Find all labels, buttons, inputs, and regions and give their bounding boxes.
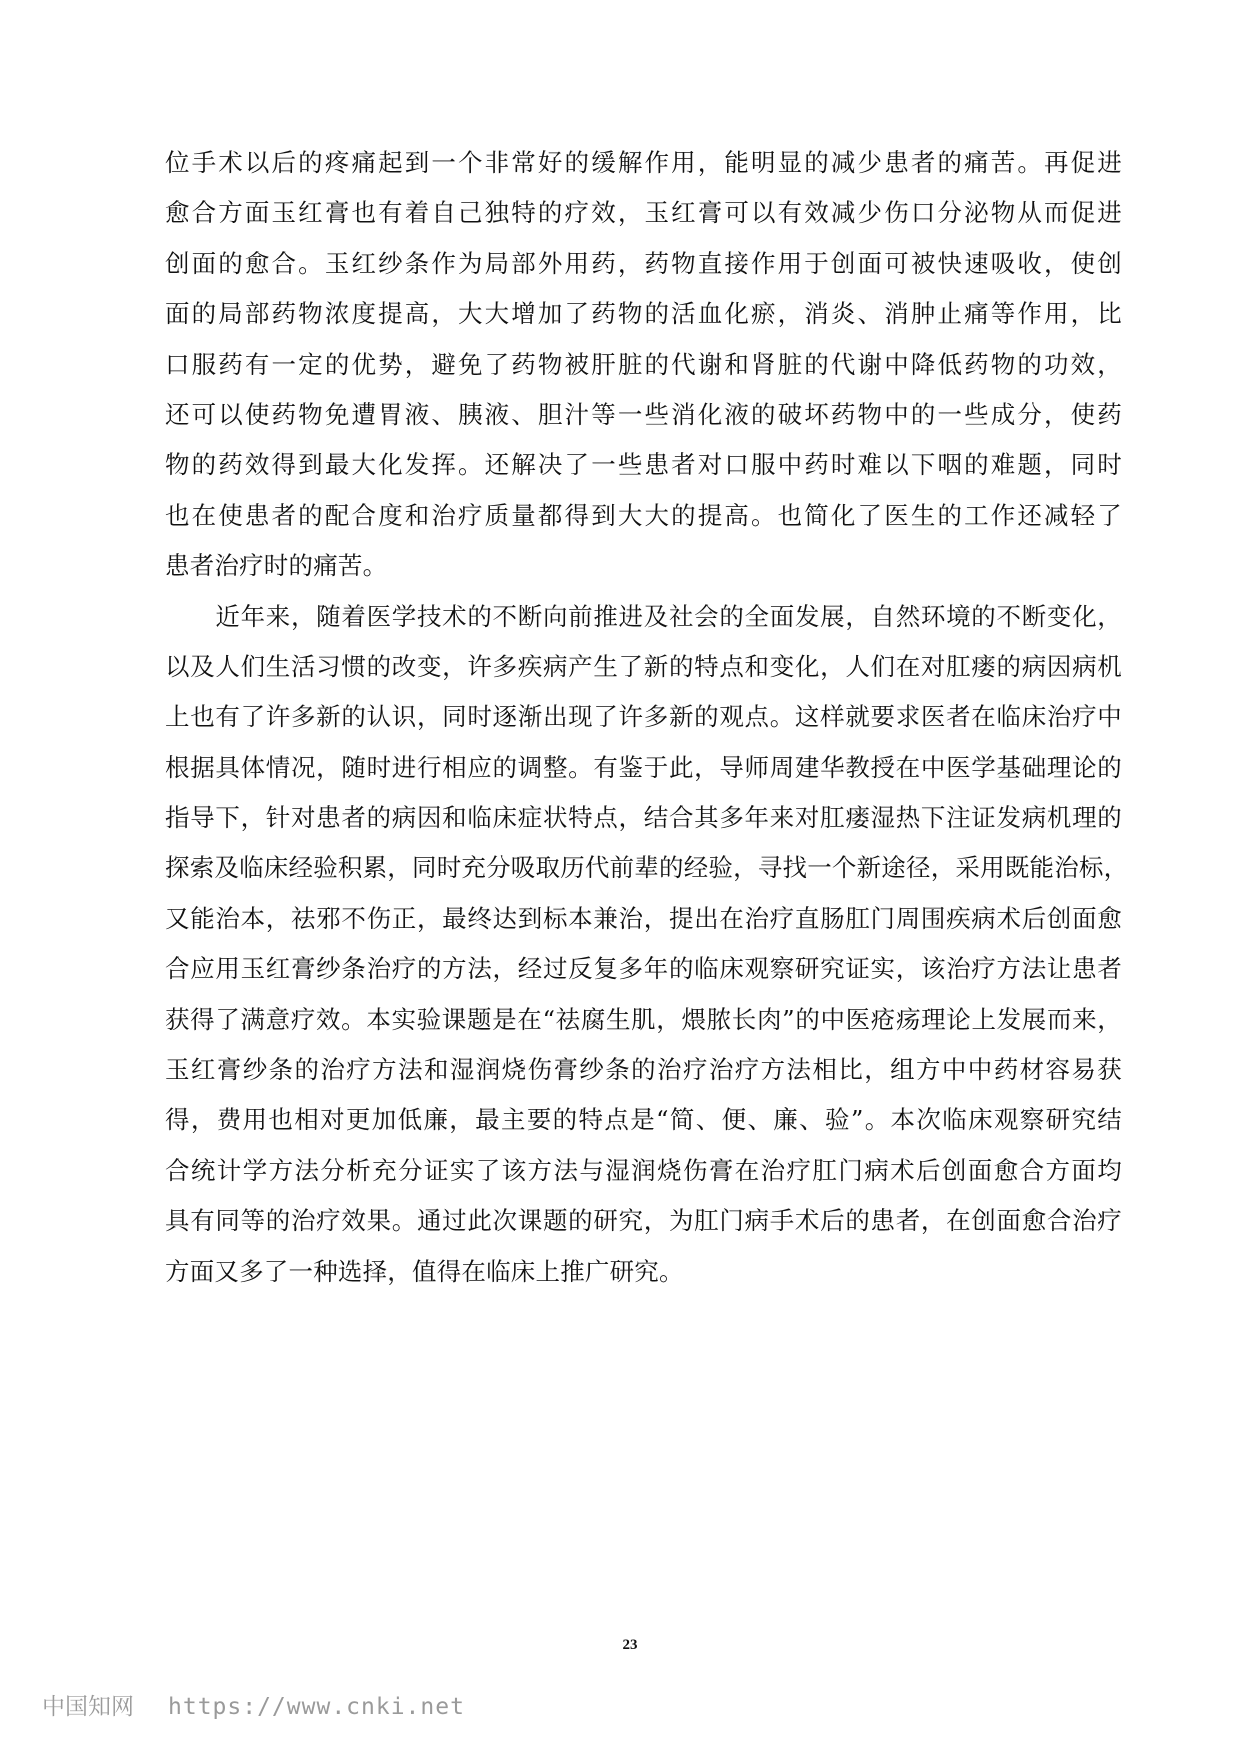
text-line: 愈合方面玉红膏也有着自己独特的疗效，玉红膏可以有效减少伤口分泌物从而促进	[165, 198, 1122, 228]
text-line: 上也有了许多新的认识，同时逐渐出现了许多新的观点。这样就要求医者在临床治疗中	[165, 702, 1122, 732]
text-line: 以及人们生活习惯的改变，许多疾病产生了新的特点和变化，人们在对肛瘘的病因病机	[165, 651, 1122, 681]
watermark-brand: 中国知网	[42, 1694, 134, 1720]
text-line: 还可以使药物免遭胃液、胰液、胆汁等一些消化液的破坏药物中的一些成分，使药	[165, 399, 1122, 429]
text-line: 根据具体情况，随时进行相应的调整。有鉴于此，导师周建华教授在中医学基础理论的	[165, 752, 1122, 782]
paragraph-2	[165, 592, 1129, 1297]
text-line: 玉红膏纱条的治疗方法和湿润烧伤膏纱条的治疗治疗方法相比，组方中中药材容易获	[165, 1055, 1122, 1085]
text-line: 方面又多了一种选择，值得在临床上推广研究。	[165, 1256, 684, 1286]
text-line: 具有同等的治疗效果。通过此次课题的研究，为肛门病手术后的患者，在创面愈合治疗	[165, 1206, 1122, 1236]
text-line: 合应用玉红膏纱条治疗的方法，经过反复多年的临床观察研究证实，该治疗方法让患者	[165, 954, 1122, 984]
text-line: 位手术以后的疼痛起到一个非常好的缓解作用，能明显的减少患者的痛苦。再促进	[165, 148, 1122, 177]
text-line: 合统计学方法分析充分证实了该方法与湿润烧伤膏在治疗肛门病术后创面愈合方面均	[165, 1155, 1122, 1185]
text-line: 近年来，随着医学技术的不断向前推进及社会的全面发展，自然环境的不断变化，	[165, 601, 1122, 631]
text-line: 指导下，针对患者的病因和临床症状特点，结合其多年来对肛瘘湿热下注证发病机理的	[165, 803, 1122, 833]
text-line: 又能治本，祛邪不伤正，最终达到标本兼治，提出在治疗直肠肛门周围疾病术后创面愈	[165, 903, 1122, 933]
page-number: 23	[622, 1637, 638, 1653]
text-line: 物的药效得到最大化发挥。还解决了一些患者对口服中药时难以下咽的难题，同时	[165, 450, 1122, 480]
text-line: 得，费用也相对更加低廉，最主要的特点是“简、便、廉、验”。本次临床观察研究结	[165, 1105, 1122, 1135]
text-line: 获得了满意疗效。本实验课题是在“祛腐生肌，煨脓长肉”的中医疮疡理论上发展而来，	[165, 1004, 1122, 1034]
text-line: 也在使患者的配合度和治疗质量都得到大大的提高。也简化了医生的工作还减轻了	[165, 500, 1122, 530]
watermark-url: https://www.cnki.net	[168, 1694, 465, 1720]
paragraph-1	[165, 138, 1122, 592]
text-line: 面的局部药物浓度提高，大大增加了药物的活血化瘀，消炎、消肿止痛等作用，比	[165, 299, 1122, 329]
body-text	[165, 138, 1129, 1297]
text-line: 患者治疗时的痛苦。	[165, 551, 388, 581]
text-line: 口服药有一定的优势，避免了药物被肝脏的代谢和肾脏的代谢中降低药物的功效，	[165, 349, 1122, 379]
cnki-watermark	[42, 1688, 465, 1721]
text-line: 创面的愈合。玉红纱条作为局部外用药，药物直接作用于创面可被快速吸收，使创	[165, 248, 1122, 278]
text-line: 探索及临床经验积累，同时充分吸取历代前辈的经验，寻找一个新途径，采用既能治标，	[165, 853, 1129, 883]
